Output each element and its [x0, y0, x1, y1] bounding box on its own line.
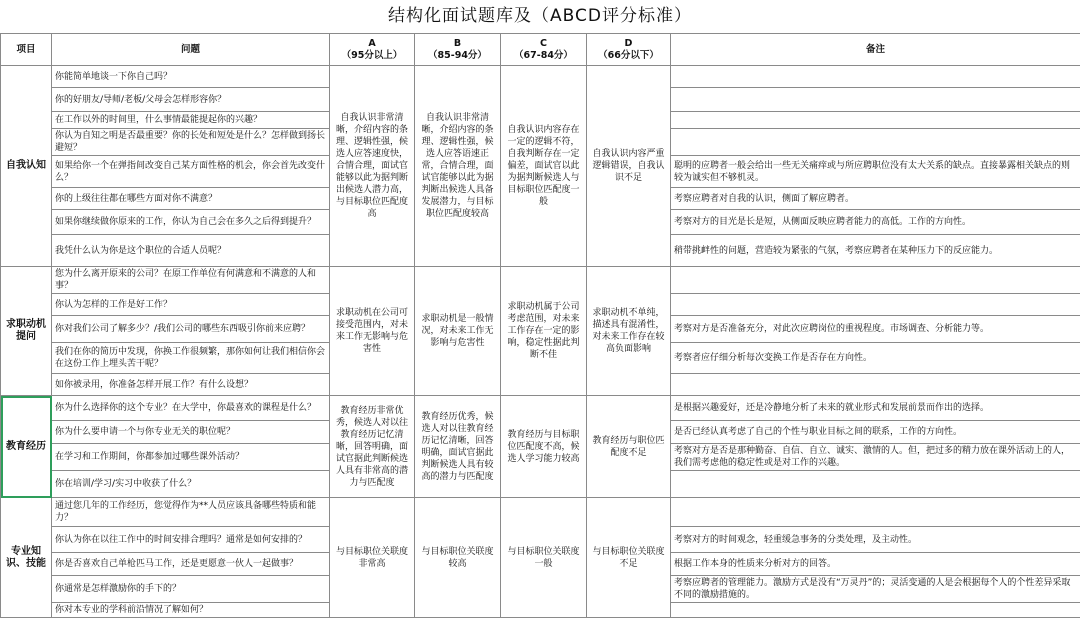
remark-cell[interactable]: 考察对方的时间观念，轻重缓急事务的分类处理，及主动性。	[671, 527, 1080, 553]
grade-b-criteria[interactable]: 与目标职位关联度较高	[415, 498, 501, 618]
header-row	[1, 34, 1080, 66]
remark-cell[interactable]	[671, 294, 1080, 316]
grade-c-criteria[interactable]: 教育经历与目标职位匹配度不高，候选人学习能力较高	[501, 396, 587, 498]
question-cell[interactable]: 你认为怎样的工作是好工作？	[52, 294, 330, 316]
header-question: 问题	[52, 34, 330, 66]
question-cell[interactable]: 你认为你在以往工作中的时间安排合理吗？通常是如何安排的？	[52, 527, 330, 553]
question-cell[interactable]: 在工作以外的时间里，什么事情最能提起你的兴趣？	[52, 112, 330, 129]
grade-d-criteria[interactable]: 自我认识内容严重逻辑错误，自我认识不足	[587, 66, 671, 267]
question-cell[interactable]: 如果给你一个在弹指间改变自己某方面性格的机会，你会首先改变什么？	[52, 156, 330, 188]
remark-cell[interactable]: 考察应聘者对自我的认识，侧面了解应聘者。	[671, 188, 1080, 210]
table-body	[1, 66, 1080, 618]
remark-cell[interactable]: 是否已经认真考虑了自己的个性与职业目标之间的联系，工作的方向性。	[671, 421, 1080, 444]
remark-cell[interactable]: 聪明的应聘者一般会给出一些无关痛痒或与所应聘职位没有太大关系的缺点。直接暴露相关缺点的则较为诚实但不够机灵。	[671, 156, 1080, 188]
header-remark: 备注	[671, 34, 1080, 66]
grade-a-range: （95分以上）	[341, 49, 403, 61]
table-row	[1, 498, 1080, 527]
question-cell[interactable]: 你为什么要申请一个与你专业无关的职位呢？	[52, 421, 330, 444]
remark-cell[interactable]: 稍带挑衅性的问题，营造较为紧张的气氛，考察应聘者在某种压力下的反应能力。	[671, 235, 1080, 267]
interview-question-table	[0, 33, 1080, 618]
remark-cell[interactable]	[671, 88, 1080, 112]
question-cell[interactable]: 你的好朋友/导师/老板/父母会怎样形容你？	[52, 88, 330, 112]
page-title: 结构化面试题库及（ABCD评分标准）	[388, 6, 692, 26]
remark-cell[interactable]	[671, 267, 1080, 294]
remark-cell[interactable]	[671, 66, 1080, 88]
grade-c-criteria[interactable]: 与目标职位关联度一般	[501, 498, 587, 618]
grade-b-criteria[interactable]: 教育经历优秀，候选人对以往教育经历记忆清晰，回答明确，面试官据此判断候选人具有较高的潜力与匹配度	[415, 396, 501, 498]
remark-cell[interactable]: 考察对方是否是那种勤奋、自信、自立、诚实、激情的人。但，把过多的精力放在课外活动上的人，我们需考虑他的稳定性或是对工作的兴趣。	[671, 444, 1080, 471]
grade-b-letter: B	[453, 37, 462, 49]
question-cell[interactable]: 你在培训/学习/实习中收获了什么？	[52, 471, 330, 498]
grade-b-criteria[interactable]: 求职动机是一般情况，对未来工作无影响与危害性	[415, 267, 501, 396]
remark-cell[interactable]	[671, 498, 1080, 527]
question-cell[interactable]: 通过您几年的工作经历，您觉得作为**人员应该具备哪些特质和能力？	[52, 498, 330, 527]
question-cell[interactable]: 你是否喜欢自己单枪匹马工作，还是更愿意一伙人一起做事？	[52, 553, 330, 576]
remark-cell[interactable]	[671, 129, 1080, 156]
grade-a-criteria[interactable]: 与目标职位关联度非常高	[330, 498, 415, 618]
question-cell[interactable]: 我凭什么认为你是这个职位的合适人员呢？	[52, 235, 330, 267]
question-cell[interactable]: 在学习和工作期间，你都参加过哪些课外活动？	[52, 444, 330, 471]
grade-c-range: （67-84分）	[514, 49, 573, 61]
remark-cell[interactable]: 考察应聘者的管理能力。激励方式是没有“万灵丹”的；灵活变通的人是会根据每个人的个性差异采取不同的激励措施的。	[671, 576, 1080, 603]
question-cell[interactable]: 你通常是怎样激励你的手下的？	[52, 576, 330, 603]
header-grade-c	[501, 34, 587, 66]
question-cell[interactable]: 你对我们公司了解多少？/我们公司的哪些东西吸引你前来应聘？	[52, 316, 330, 343]
grade-d-letter: D	[624, 37, 633, 49]
remark-cell[interactable]: 考察对方的目光是长是短，从侧面反映应聘者能力的高低。工作的方向性。	[671, 210, 1080, 235]
remark-cell[interactable]	[671, 471, 1080, 498]
header-grade-a	[330, 34, 415, 66]
header-item: 项目	[1, 34, 52, 66]
grade-d-criteria[interactable]: 教育经历与职位匹配度不足	[587, 396, 671, 498]
category-cell[interactable]: 教育经历	[1, 396, 52, 498]
remark-cell[interactable]	[671, 112, 1080, 129]
grade-c-criteria[interactable]: 求职动机属于公司考虑范围，对未来工作存在一定的影响，稳定性据此判断不佳	[501, 267, 587, 396]
header-grade-b	[415, 34, 501, 66]
category-cell[interactable]: 自我认知	[1, 66, 52, 267]
table-row	[1, 396, 1080, 421]
question-cell[interactable]: 你对本专业的学科前沿情况了解如何？	[52, 603, 330, 618]
remark-cell[interactable]: 考察者应仔细分析每次变换工作是否存在方向性。	[671, 343, 1080, 374]
grade-c-criteria[interactable]: 自我认识内容存在一定的逻辑不符，自我判断存在一定偏差，面试官以此为据判断候选人与目标职位匹配度一般	[501, 66, 587, 267]
question-cell[interactable]: 如果你继续做你原来的工作，你认为自己会在多久之后得到提升？	[52, 210, 330, 235]
grade-d-criteria[interactable]: 与目标职位关联度不足	[587, 498, 671, 618]
grade-a-criteria[interactable]: 自我认识非常清晰，介绍内容的条理、逻辑性强，候选人应答速度快，合情合理，面试官能够以此为据判断出候选人潜力高，与目标职位匹配度高	[330, 66, 415, 267]
grade-a-criteria[interactable]: 求职动机在公司可接受范围内，对未来工作无影响与危害性	[330, 267, 415, 396]
question-cell[interactable]: 如你被录用，你准备怎样开展工作？有什么设想？	[52, 374, 330, 396]
remark-cell[interactable]: 是根据兴趣爱好，还是冷静地分析了未来的就业形式和发展前景而作出的选择。	[671, 396, 1080, 421]
remark-cell[interactable]: 考察对方是否准备充分，对此次应聘岗位的重视程度。市场调查、分析能力等。	[671, 316, 1080, 343]
question-cell[interactable]: 你能简单地谈一下你自己吗？	[52, 66, 330, 88]
grade-c-letter: C	[540, 37, 547, 49]
question-cell[interactable]: 你的上级往往都在哪些方面对你不满意？	[52, 188, 330, 210]
remark-cell[interactable]	[671, 374, 1080, 396]
grade-d-criteria[interactable]: 求职动机不单纯，描述具有混淆性，对未来工作存在较高负面影响	[587, 267, 671, 396]
question-cell[interactable]: 我们在你的简历中发现，你换工作很频繁，那你如何让我们相信你会在这份工作上埋头苦干呢？	[52, 343, 330, 374]
remark-cell[interactable]: 根据工作本身的性质来分析对方的回答。	[671, 553, 1080, 576]
remark-cell[interactable]	[671, 603, 1080, 618]
grade-a-criteria[interactable]: 教育经历非常优秀，候选人对以往教育经历记忆清晰，回答明确，面试官据此判断候选人具有非常高的潜力与匹配度	[330, 396, 415, 498]
grade-a-letter: A	[368, 37, 376, 49]
grade-b-range: （85-94分）	[428, 49, 487, 61]
header-grade-d	[587, 34, 671, 66]
grade-b-criteria[interactable]: 自我认识非常清晰，介绍内容的条理、逻辑性强，候选人应答语速正常，合情合理，面试官能够以此为据判断出候选人具备发展潜力，与目标职位匹配度较高	[415, 66, 501, 267]
question-cell[interactable]: 您为什么离开原来的公司？在原工作单位有何满意和不满意的人和事？	[52, 267, 330, 294]
category-cell[interactable]: 专业知识、技能	[1, 498, 52, 618]
table-row	[1, 66, 1080, 88]
grade-d-range: （66分以下）	[598, 49, 659, 61]
question-cell[interactable]: 你为什么选择你的这个专业？在大学中，你最喜欢的课程是什么？	[52, 396, 330, 421]
category-cell[interactable]: 求职动机提问	[1, 267, 52, 396]
table-row	[1, 267, 1080, 294]
question-cell[interactable]: 你认为自知之明是否最重要？你的长处和短处是什么？怎样做到扬长避短？	[52, 129, 330, 156]
